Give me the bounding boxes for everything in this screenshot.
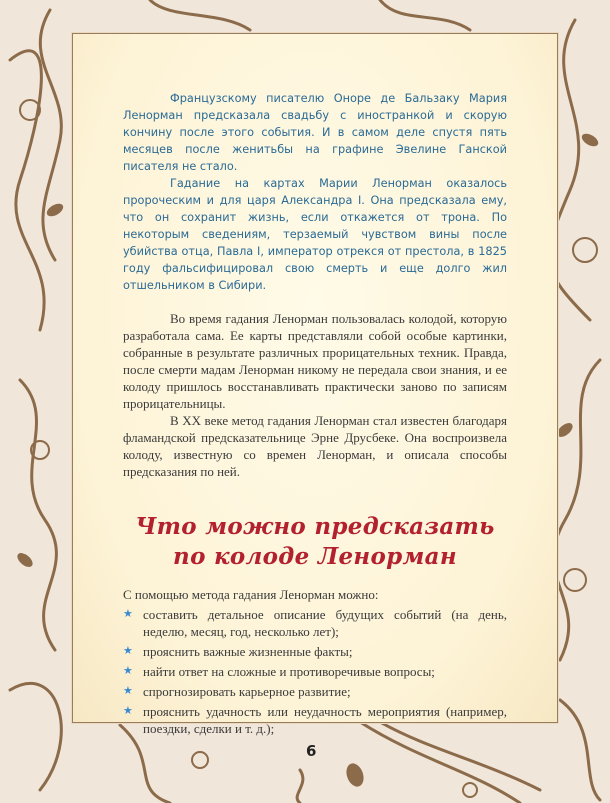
star-icon: ★ [123, 685, 133, 697]
body-paragraph: Во время гадания Ленорман пользовалась колодой, которую разработала сама. Ее карты представляли собой особые картинки, собранные в результате различных прорицательных техник. Правда, после смерти мадам Ленорман никому не передала свои знания, и ее колоду пришлось восстанавливать практически заново по записям прорицательницы. [123, 311, 507, 411]
body-paragraph: В XX веке метод гадания Ленорман стал известен благодаря фламандской предсказательнице Эрне Друсбеке. Она воспроизвела колоду, известную со времен Ленорман, и описала способы предсказания по ней. [123, 413, 507, 479]
star-icon: ★ [123, 608, 133, 620]
star-icon: ★ [123, 645, 133, 657]
list-item [123, 703, 507, 737]
section-heading [123, 512, 507, 572]
list-item-text: прояснить удачность или неудачность мероприятия (например, поездки, сделки и т. д.); [143, 704, 507, 736]
list-item [123, 606, 507, 640]
content-panel [72, 33, 558, 736]
list-item-text: составить детальное описание будущих событий (на день, неделю, месяц, год, несколько лет); [143, 607, 507, 639]
historical-note [123, 90, 507, 294]
list-item-text: найти ответ на сложные и противоречивые вопросы; [143, 664, 435, 679]
list-item [123, 643, 507, 660]
page-content [123, 90, 507, 740]
note-paragraph: Французскому писателю Оноре де Бальзаку Мария Ленорман предсказала свадьбу с иностранкой и скорую кончину после этого события. И в самом деле спустя пять месяцев после женитьбы на графине Эвелине Ганской писателя не стало. [123, 92, 507, 173]
list-item-text: спрогнозировать карьерное развитие; [143, 684, 351, 699]
list-intro: С помощью метода гадания Ленорман можно: [123, 587, 379, 602]
star-icon: ★ [123, 705, 133, 717]
prediction-list [123, 606, 507, 737]
heading-line: Что можно предсказать [135, 513, 495, 540]
heading-line: по колоде Ленорман [173, 543, 457, 570]
star-icon: ★ [123, 665, 133, 677]
page-number: 6 [306, 742, 317, 760]
list-item [123, 683, 507, 700]
list-item-text: прояснить важные жизненные факты; [143, 644, 353, 659]
list-item [123, 663, 507, 680]
note-paragraph: Гадание на картах Марии Ленорман оказалось пророческим и для царя Александра I. Она предсказала ему, что он сохранит жизнь, если откажется от трона. По некоторым сведениям, терзаемый чувством вины после убийства отца, Павла I, император отрекся от престола, в 1825 году фальсифицировал свою смерть и еще долго жил отшельником в Сибири. [123, 177, 507, 292]
